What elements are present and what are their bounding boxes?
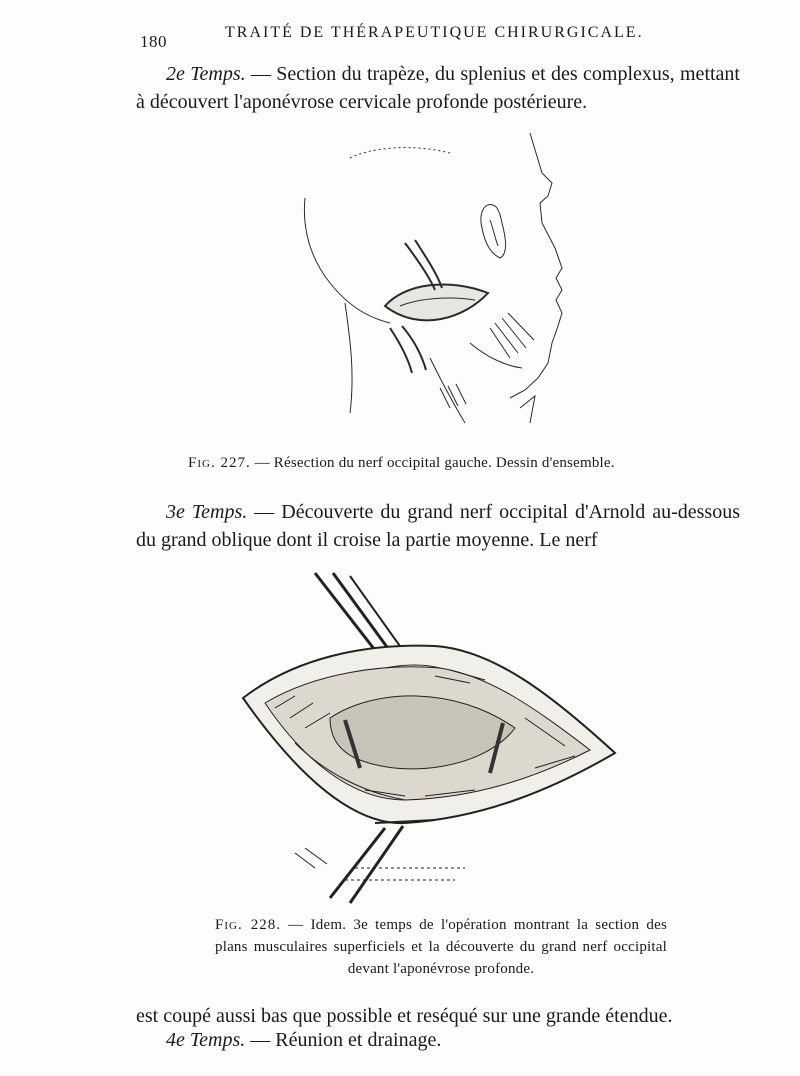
step-label: 3e Temps. xyxy=(166,501,248,523)
step-label: 2e Temps. xyxy=(166,63,246,85)
figure-label: Fig. 227. xyxy=(188,455,251,471)
caption-text: — Idem. 3e temps de l'opération montrant la section des plans musculaires superficiels et la découverte du grand nerf occipital devant l'aponévrose profonde. xyxy=(215,917,667,977)
page-number: 180 xyxy=(140,32,167,51)
paragraph-fourth-step xyxy=(136,1026,740,1054)
figure-227-caption xyxy=(188,452,708,474)
running-title: TRAITÉ DE THÉRAPEUTIQUE CHIRURGICALE. xyxy=(225,24,644,41)
paragraph-text: — Section du trapèze, du splenius et des complexus, mettant à découvert l'aponévrose cervicale profonde postérieure. xyxy=(136,63,740,113)
paragraph-second-step xyxy=(136,60,740,116)
figure-227-illustration xyxy=(290,128,590,438)
caption-text: — Résection du nerf occipital gauche. Dessin d'ensemble. xyxy=(250,455,615,471)
incision-detail-engraving xyxy=(235,568,625,908)
paragraph-text: est coupé aussi bas que possible et reséqué sur une grande étendue. xyxy=(136,1005,673,1027)
paragraph-text: — Réunion et drainage. xyxy=(245,1029,442,1051)
head-profile-engraving xyxy=(290,128,590,438)
running-head xyxy=(140,22,740,51)
step-label: 4e Temps. xyxy=(166,1029,246,1051)
paragraph-text: — Découverte du grand nerf occipital d'Arnold au-dessous du grand oblique dont il croise la partie moyenne. Le nerf xyxy=(136,501,740,551)
figure-228-caption xyxy=(215,914,667,980)
paragraph-third-step xyxy=(136,498,740,554)
figure-228-illustration xyxy=(235,568,625,908)
figure-label: Fig. 228. xyxy=(215,917,281,933)
